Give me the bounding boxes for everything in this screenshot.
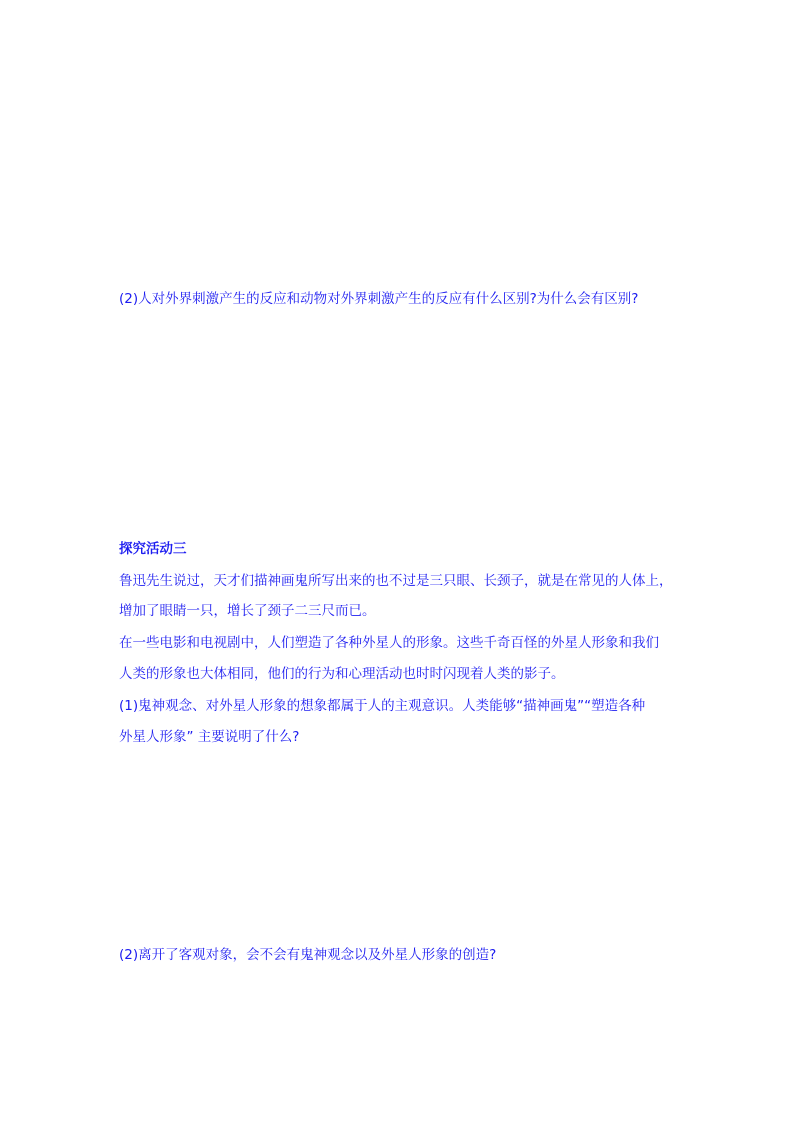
- activity-3-paragraph-1-line-1: 鲁迅先生说过，天才们描神画鬼所写出来的也不过是三只眼、长颈子，就是在常见的人体上，: [119, 573, 673, 589]
- activity-3-paragraph-2-line-2: 人类的形象也大体相同，他们的行为和心理活动也时时闪现着人类的影子。: [119, 666, 565, 682]
- activity-3-question-2: (2)离开了客观对象，会不会有鬼神观念以及外星人形象的创造?: [119, 947, 497, 963]
- question-2-prev-activity: (2)人对外界刺激产生的反应和动物对外界刺激产生的反应有什么区别?为什么会有区别?: [119, 291, 639, 307]
- activity-3-question-1-line-1: (1)鬼神观念、对外星人形象的想象都属于人的主观意识。人类能够“描神画鬼”“塑造各种: [119, 698, 646, 714]
- activity-3-paragraph-2-line-1: 在一些电影和电视剧中，人们塑造了各种外星人的形象。这些千奇百怪的外星人形象和我们: [119, 635, 659, 651]
- activity-3-paragraph-1-line-2: 增加了眼睛一只，增长了颈子二三尺而已。: [119, 603, 376, 619]
- activity-3-question-1-line-2: 外星人形象” 主要说明了什么?: [119, 729, 300, 745]
- activity-3-heading: 探究活动三: [119, 541, 187, 557]
